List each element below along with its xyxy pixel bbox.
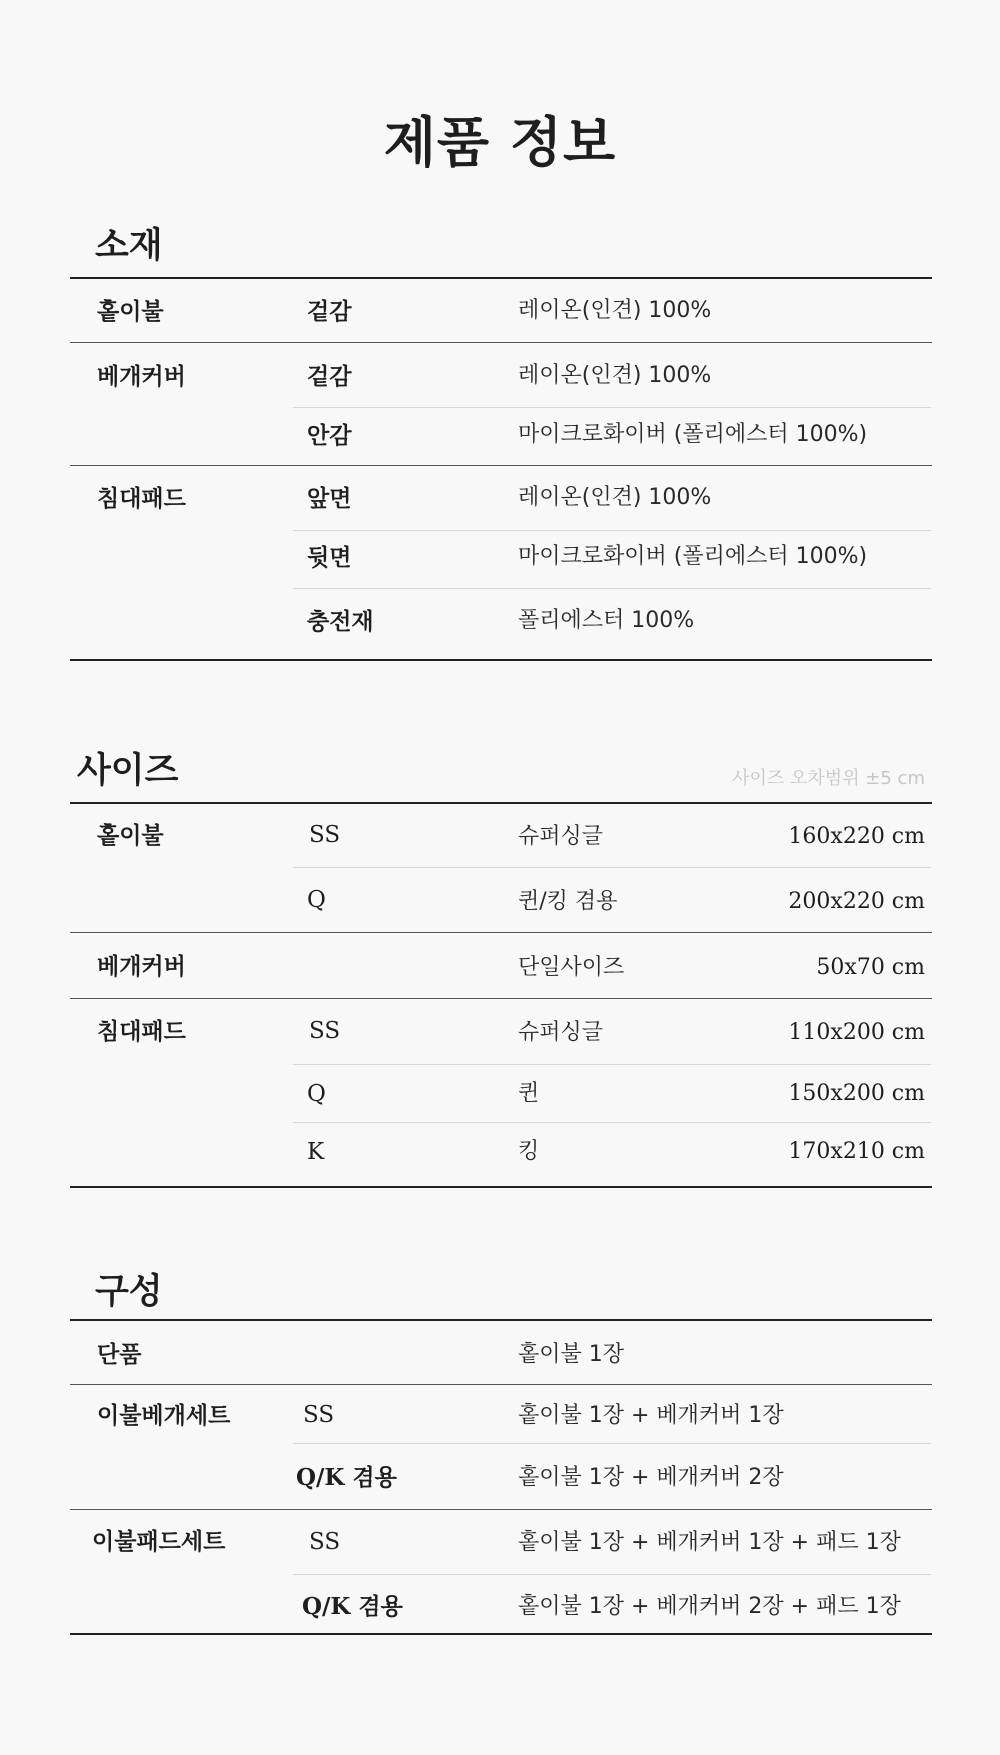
composition-section-title: 구성 — [95, 1271, 163, 1312]
row-dimension: 150x200 cm — [788, 1081, 925, 1106]
row-name: 퀸/킹 겸용 — [518, 889, 618, 914]
divider — [70, 802, 932, 804]
row-category: 이불패드세트 — [92, 1528, 226, 1555]
row-dimension: 50x70 cm — [816, 955, 925, 980]
row-code: K — [307, 1139, 325, 1165]
divider — [70, 1319, 932, 1321]
row-content: 홑이불 1장 + 베개커버 2장 — [518, 1465, 784, 1490]
row-code: Q — [307, 887, 326, 913]
row-option: Q/K 겸용 — [296, 1464, 397, 1491]
row-name: 단일사이즈 — [518, 955, 625, 980]
row-part: 뒷면 — [307, 544, 352, 571]
divider — [70, 1186, 932, 1188]
row-dimension: 160x220 cm — [788, 824, 925, 849]
row-option: SS — [303, 1402, 335, 1428]
row-part: 겉감 — [307, 363, 352, 390]
divider — [70, 1384, 932, 1385]
divider — [293, 530, 931, 531]
divider — [293, 867, 931, 868]
row-category: 홑이불 — [97, 298, 164, 325]
row-part: 겉감 — [307, 298, 352, 325]
row-category: 침대패드 — [97, 485, 186, 512]
divider — [293, 1443, 931, 1444]
row-category: 베개커버 — [97, 953, 186, 980]
row-option: SS — [309, 1529, 341, 1555]
material-section-title: 소재 — [95, 225, 163, 266]
row-category: 단품 — [97, 1341, 142, 1368]
row-code: SS — [309, 1018, 341, 1044]
page-title: 제품 정보 — [383, 110, 617, 174]
divider — [70, 659, 932, 661]
row-category: 이불베개세트 — [97, 1402, 231, 1429]
size-tolerance-note: 사이즈 오차범위 ±5 cm — [732, 768, 925, 789]
divider — [70, 1509, 932, 1510]
row-value: 마이크로화이버 (폴리에스터 100%) — [518, 544, 868, 569]
row-value: 레이온(인견) 100% — [518, 363, 712, 388]
row-content: 홑이불 1장 + 베개커버 1장 + 패드 1장 — [518, 1530, 901, 1555]
row-part: 안감 — [307, 422, 352, 449]
row-dimension: 170x210 cm — [788, 1139, 925, 1164]
divider — [70, 932, 932, 933]
row-name: 슈퍼싱글 — [518, 1020, 604, 1045]
divider — [70, 1633, 932, 1635]
row-dimension: 110x200 cm — [788, 1020, 925, 1045]
size-section-title: 사이즈 — [77, 750, 179, 791]
divider — [70, 465, 932, 466]
divider — [70, 277, 932, 279]
row-part: 앞면 — [307, 485, 352, 512]
row-name: 슈퍼싱글 — [518, 824, 604, 849]
row-option: Q/K 겸용 — [302, 1593, 403, 1620]
row-name: 퀸 — [518, 1081, 540, 1106]
row-category: 홑이불 — [97, 822, 164, 849]
row-content: 홑이불 1장 + 베개커버 1장 — [518, 1403, 784, 1428]
row-content: 홑이불 1장 — [518, 1342, 624, 1367]
row-name: 킹 — [518, 1139, 540, 1164]
divider — [293, 1574, 931, 1575]
row-code: Q — [307, 1081, 326, 1107]
row-value: 마이크로화이버 (폴리에스터 100%) — [518, 422, 868, 447]
divider — [293, 1122, 931, 1123]
divider — [293, 407, 931, 408]
row-value: 레이온(인견) 100% — [518, 485, 712, 510]
row-category: 침대패드 — [97, 1018, 186, 1045]
divider — [293, 588, 931, 589]
divider — [293, 1064, 931, 1065]
row-dimension: 200x220 cm — [788, 889, 925, 914]
divider — [70, 342, 932, 343]
row-value: 폴리에스터 100% — [518, 608, 695, 633]
row-part: 충전재 — [307, 608, 374, 635]
row-category: 베개커버 — [97, 363, 186, 390]
divider — [70, 998, 932, 999]
row-code: SS — [309, 822, 341, 848]
row-content: 홑이불 1장 + 베개커버 2장 + 패드 1장 — [518, 1594, 901, 1619]
row-value: 레이온(인견) 100% — [518, 298, 712, 323]
